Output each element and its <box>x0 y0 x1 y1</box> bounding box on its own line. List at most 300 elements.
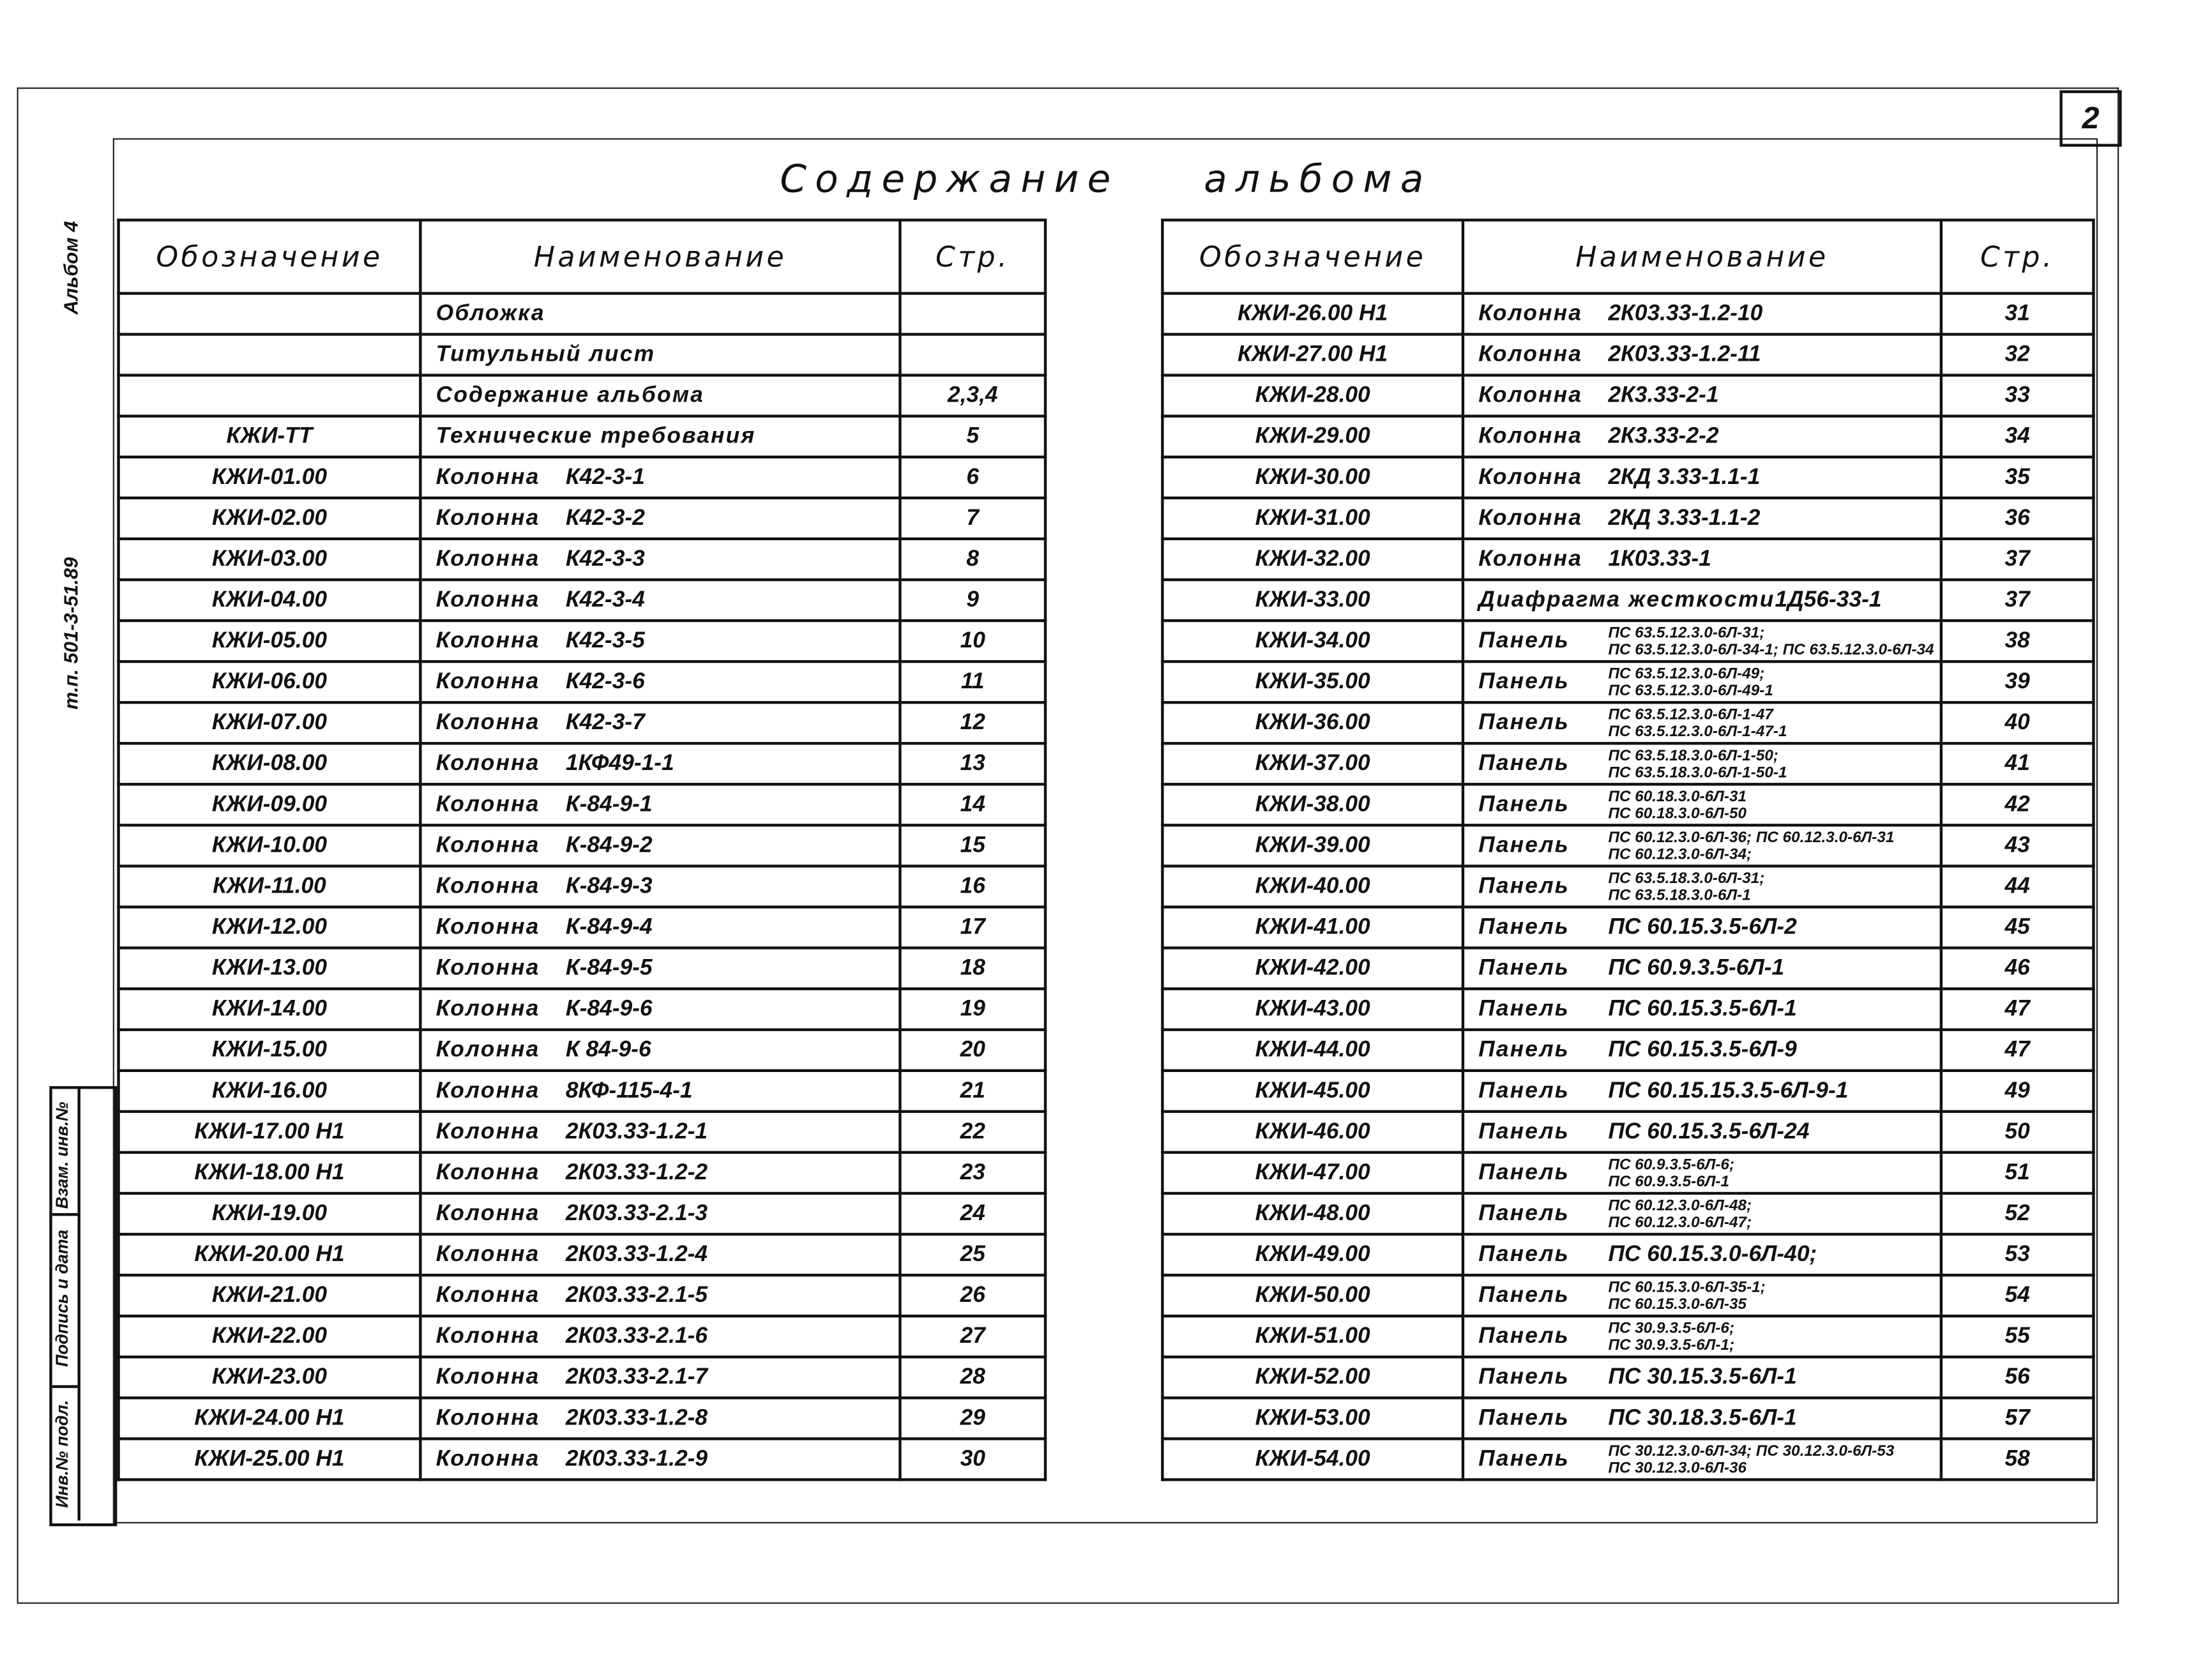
name-cell <box>420 621 900 661</box>
table-row <box>1162 1439 2093 1479</box>
item-kind: Колонна <box>436 751 540 775</box>
item-kind: Панель <box>1478 669 1570 694</box>
item-kind: Колонна <box>1478 301 1583 326</box>
table-row <box>1162 661 2093 702</box>
page-cell: 15 <box>900 825 1045 866</box>
item-kind: Колонна <box>436 914 540 939</box>
table-row <box>119 335 1045 375</box>
page-cell: 14 <box>900 784 1045 825</box>
item-codes <box>1608 1320 1734 1354</box>
contents-table-right <box>1161 218 2095 1481</box>
table-row <box>119 375 1045 416</box>
designation-cell: КЖИ-13.00 <box>119 948 421 989</box>
designation-cell: КЖИ-07.00 <box>119 702 421 743</box>
item-kind: Колонна <box>436 996 540 1021</box>
page-cell: 56 <box>1941 1357 2094 1398</box>
table-row <box>1162 375 2093 416</box>
item-code: ПС 60.12.3.0-6Л-48; <box>1608 1197 1752 1214</box>
page-cell: 22 <box>900 1112 1045 1152</box>
page-cell: 40 <box>1941 702 2094 743</box>
designation-cell: КЖИ-02.00 <box>119 498 421 539</box>
table-row <box>1162 1275 2093 1316</box>
name-cell <box>1463 1193 1941 1234</box>
header-name: Наименование <box>420 220 900 294</box>
item-kind: Колонна <box>436 955 540 980</box>
designation-cell: КЖИ-17.00 Н1 <box>119 1112 421 1152</box>
name-cell <box>1463 498 1941 539</box>
page-cell: 8 <box>900 539 1045 580</box>
designation-cell <box>119 294 421 335</box>
table-row <box>119 948 1045 989</box>
name-cell <box>1463 539 1941 580</box>
item-code: ПС 63.5.18.3.0-6Л-1-50; <box>1608 746 1779 764</box>
item-code: 2К3.33-2-1 <box>1608 382 1719 407</box>
item-code: ПС 60.15.3.5-6Л-24 <box>1608 1119 1810 1144</box>
name-cell <box>1463 948 1941 989</box>
page-cell: 53 <box>1941 1234 2094 1275</box>
item-kind: Панель <box>1478 914 1570 939</box>
item-codes <box>1608 788 1746 822</box>
name-cell <box>1463 1152 1941 1193</box>
item-code: ПС 60.12.3.0-6Л-34; <box>1608 845 1752 863</box>
item-code: 2К03.33-1.2-9 <box>565 1446 708 1471</box>
name-cell <box>420 702 900 743</box>
item-code: 8КФ-115-4-1 <box>565 1078 693 1103</box>
table-row <box>1162 1234 2093 1275</box>
table-row <box>1162 1030 2093 1071</box>
designation-cell: КЖИ-28.00 <box>1162 375 1463 416</box>
page-cell: 33 <box>1941 375 2094 416</box>
designation-cell: КЖИ-09.00 <box>119 784 421 825</box>
name-cell <box>420 743 900 784</box>
item-kind: Колонна <box>436 1037 540 1062</box>
item-code: ПС 60.15.15.3.5-6Л-9-1 <box>1608 1078 1849 1103</box>
item-kind: Колонна <box>436 1119 540 1144</box>
designation-cell: КЖИ-52.00 <box>1162 1357 1463 1398</box>
item-code: К42-3-7 <box>565 710 645 734</box>
header-row <box>1162 220 2093 294</box>
item-kind: Колонна <box>436 1324 540 1348</box>
item-code: ПС 60.15.3.5-6Л-1 <box>1608 996 1797 1021</box>
designation-cell: КЖИ-37.00 <box>1162 743 1463 784</box>
item-codes <box>1608 747 1787 781</box>
designation-cell: КЖИ-43.00 <box>1162 989 1463 1030</box>
page-cell: 26 <box>900 1275 1045 1316</box>
name-cell <box>420 1071 900 1112</box>
item-code: ПС 60.12.3.0-6Л-36; ПС 60.12.3.0-6Л-31 <box>1608 828 1895 846</box>
item-codes <box>1608 624 1934 658</box>
item-kind: Колонна <box>436 873 540 898</box>
designation-cell: КЖИ-32.00 <box>1162 539 1463 580</box>
page-cell: 47 <box>1941 1030 2094 1071</box>
page-cell: 57 <box>1941 1398 2094 1439</box>
designation-cell: КЖИ-35.00 <box>1162 661 1463 702</box>
item-kind: Панель <box>1478 710 1570 735</box>
item-code: К-84-9-3 <box>565 873 653 898</box>
designation-cell: КЖИ-40.00 <box>1162 866 1463 907</box>
item-codes <box>1608 1156 1734 1190</box>
item-kind: Панель <box>1478 1324 1570 1348</box>
name-cell <box>1463 989 1941 1030</box>
table-row <box>119 457 1045 498</box>
item-code: К-84-9-6 <box>565 996 653 1021</box>
contents-table-left <box>117 218 1047 1481</box>
designation-cell: КЖИ-05.00 <box>119 621 421 661</box>
designation-cell: КЖИ-18.00 Н1 <box>119 1152 421 1193</box>
designation-cell <box>119 375 421 416</box>
page-cell <box>900 294 1045 335</box>
item-kind: Колонна <box>436 1405 540 1430</box>
designation-cell: КЖИ-36.00 <box>1162 702 1463 743</box>
table-row <box>1162 989 2093 1030</box>
name-cell <box>420 1030 900 1071</box>
item-kind: Панель <box>1478 628 1570 653</box>
item-kind: Панель <box>1478 1037 1570 1062</box>
item-code: 2К03.33-1.2-8 <box>565 1405 708 1430</box>
item-kind: Колонна <box>436 792 540 817</box>
name-cell <box>420 1357 900 1398</box>
item-kind: Панель <box>1478 1283 1570 1308</box>
item-code: К42-3-6 <box>565 669 645 693</box>
name-cell <box>420 661 900 702</box>
page-cell: 29 <box>900 1398 1045 1439</box>
table-row <box>119 1439 1045 1479</box>
designation-cell: КЖИ-21.00 <box>119 1275 421 1316</box>
name-cell <box>420 335 900 375</box>
name-cell <box>420 1112 900 1152</box>
page-cell: 31 <box>1941 294 2094 335</box>
table-row <box>1162 948 2093 989</box>
table-row <box>1162 621 2093 661</box>
name-cell <box>420 825 900 866</box>
table-row <box>119 621 1045 661</box>
designation-cell: КЖИ-39.00 <box>1162 825 1463 866</box>
designation-cell: КЖИ-34.00 <box>1162 621 1463 661</box>
item-code: 2К03.33-1.2-10 <box>1608 301 1763 326</box>
name-cell <box>1463 1234 1941 1275</box>
table-row <box>119 1398 1045 1439</box>
item-kind: Колонна <box>436 628 540 653</box>
table-row <box>1162 1193 2093 1234</box>
item-code: ПС 30.9.3.5-6Л-6; <box>1608 1319 1735 1337</box>
item-kind: Колонна <box>436 1201 540 1225</box>
item-kind: Колонна <box>436 1283 540 1307</box>
designation-cell: КЖИ-03.00 <box>119 539 421 580</box>
item-kind: Колонна <box>436 464 540 489</box>
designation-cell: КЖИ-53.00 <box>1162 1398 1463 1439</box>
page-cell: 27 <box>900 1316 1045 1357</box>
designation-cell: КЖИ-26.00 Н1 <box>1162 294 1463 335</box>
designation-cell: КЖИ-47.00 <box>1162 1152 1463 1193</box>
item-code: 1К03.33-1 <box>1608 547 1711 571</box>
table-row <box>119 580 1045 621</box>
item-kind: Панель <box>1478 1119 1570 1144</box>
page-cell: 37 <box>1941 580 2094 621</box>
page-cell: 13 <box>900 743 1045 784</box>
designation-cell: КЖИ-12.00 <box>119 907 421 948</box>
table-row <box>1162 1071 2093 1112</box>
header-name: Наименование <box>1463 220 1941 294</box>
table-row <box>119 294 1045 335</box>
page-cell: 20 <box>900 1030 1045 1071</box>
item-code: К42-3-1 <box>565 464 645 489</box>
name-cell <box>420 498 900 539</box>
item-kind: Панель <box>1478 1160 1570 1185</box>
table-row <box>119 989 1045 1030</box>
page-cell: 24 <box>900 1193 1045 1234</box>
designation-cell: КЖИ-51.00 <box>1162 1316 1463 1357</box>
header-page: Стр. <box>900 220 1045 294</box>
item-code: ПС 60.12.3.0-6Л-47; <box>1608 1214 1752 1231</box>
designation-cell: КЖИ-20.00 Н1 <box>119 1234 421 1275</box>
item-code: 2КД 3.33-1.1-1 <box>1608 464 1761 489</box>
name-cell <box>1463 825 1941 866</box>
item-kind: Панель <box>1478 1405 1570 1430</box>
table-row <box>119 1275 1045 1316</box>
item-kind: Колонна <box>1478 342 1583 366</box>
item-kind: Панель <box>1478 1242 1570 1266</box>
item-code: ПС 30.12.3.0-6Л-34; ПС 30.12.3.0-6Л-53 <box>1608 1442 1895 1460</box>
page-cell: 25 <box>900 1234 1045 1275</box>
item-kind: Колонна <box>436 505 540 530</box>
item-code: ПС 60.15.3.5-6Л-9 <box>1608 1037 1797 1062</box>
stamp-replace-inv: Взам. инв.№ <box>52 1101 72 1209</box>
item-kind: Колонна <box>436 1242 540 1266</box>
item-code: ПС 30.15.3.5-6Л-1 <box>1608 1364 1797 1389</box>
item-code: ПС 30.18.3.5-6Л-1 <box>1608 1405 1797 1430</box>
item-code: 2К03.33-1.2-1 <box>565 1119 708 1144</box>
item-code: ПС 63.5.12.3.0-6Л-49-1 <box>1608 682 1773 699</box>
table-row <box>1162 866 2093 907</box>
designation-cell <box>119 335 421 375</box>
table-row <box>1162 457 2093 498</box>
item-kind: Колонна <box>436 1160 540 1184</box>
item-code: ПС 30.12.3.0-6Л-36 <box>1608 1459 1747 1476</box>
designation-cell: КЖИ-23.00 <box>119 1357 421 1398</box>
item-codes <box>1608 1197 1752 1231</box>
name-cell <box>1463 375 1941 416</box>
item-kind: Панель <box>1478 751 1570 776</box>
page-cell: 52 <box>1941 1193 2094 1234</box>
item-code: ПС 60.15.3.0-6Л-35-1; <box>1608 1278 1766 1296</box>
item-kind: Колонна <box>1478 423 1583 448</box>
table-row <box>119 907 1045 948</box>
table-row <box>119 866 1045 907</box>
item-kind: Панель <box>1478 1364 1570 1389</box>
page-cell: 18 <box>900 948 1045 989</box>
item-code: ПС 60.15.3.0-6Л-35 <box>1608 1296 1747 1313</box>
name-cell <box>1463 907 1941 948</box>
name-cell <box>1463 416 1941 457</box>
title-word-1: Содержание <box>780 158 1119 202</box>
table-row <box>1162 1316 2093 1357</box>
page-cell: 7 <box>900 498 1045 539</box>
item-kind: Колонна <box>436 710 540 734</box>
name-cell <box>420 1193 900 1234</box>
page-cell: 19 <box>900 989 1045 1030</box>
name-cell <box>420 1316 900 1357</box>
name-cell <box>1463 661 1941 702</box>
page-cell <box>900 335 1045 375</box>
designation-cell: КЖИ-27.00 Н1 <box>1162 335 1463 375</box>
stamp-sign-date: Подпись и дата <box>52 1229 72 1367</box>
page-cell: 16 <box>900 866 1045 907</box>
page-title <box>117 141 2095 219</box>
name-cell <box>420 989 900 1030</box>
stamp-inv-orig: Инв.№ подл. <box>52 1400 72 1508</box>
name-cell <box>420 948 900 989</box>
table-row <box>1162 907 2093 948</box>
table-row <box>1162 1112 2093 1152</box>
name-cell <box>420 1275 900 1316</box>
table-row <box>119 743 1045 784</box>
title-word-2: альбома <box>1204 158 1432 202</box>
page-cell: 11 <box>900 661 1045 702</box>
item-code: 2К03.33-2.1-6 <box>565 1324 708 1348</box>
item-codes <box>1608 706 1787 740</box>
item-kind: Содержание альбома <box>436 382 705 407</box>
table-row <box>119 1193 1045 1234</box>
page-cell: 46 <box>1941 948 2094 989</box>
designation-cell: КЖИ-44.00 <box>1162 1030 1463 1071</box>
page-cell: 35 <box>1941 457 2094 498</box>
table-row <box>119 661 1045 702</box>
page-cell: 41 <box>1941 743 2094 784</box>
table-row <box>1162 702 2093 743</box>
item-kind: Колонна <box>1478 464 1583 489</box>
item-code: 2К03.33-1.2-2 <box>565 1160 708 1184</box>
item-kind: Колонна <box>436 1364 540 1389</box>
name-cell <box>420 1234 900 1275</box>
table-row <box>119 1071 1045 1112</box>
item-kind: Панель <box>1478 792 1570 817</box>
item-kind: Панель <box>1478 1447 1570 1471</box>
table-row <box>1162 539 2093 580</box>
item-kind: Колонна <box>436 669 540 693</box>
item-code: ПС 63.5.12.3.0-6Л-1-47 <box>1608 706 1773 723</box>
name-cell <box>420 784 900 825</box>
item-code: 2К3.33-2-2 <box>1608 423 1719 448</box>
name-cell <box>1463 1439 1941 1479</box>
table-row <box>1162 335 2093 375</box>
item-kind: Колонна <box>436 587 540 612</box>
item-code: К42-3-4 <box>565 587 645 612</box>
name-cell <box>420 580 900 621</box>
name-cell <box>1463 1071 1941 1112</box>
item-kind: Технические требования <box>436 423 756 448</box>
designation-cell: КЖИ-04.00 <box>119 580 421 621</box>
page-cell: 30 <box>900 1439 1045 1479</box>
page-cell: 28 <box>900 1357 1045 1398</box>
item-code: ПС 60.18.3.0-6Л-50 <box>1608 805 1747 822</box>
item-code: К42-3-5 <box>565 628 645 653</box>
name-cell <box>420 416 900 457</box>
page-cell: 23 <box>900 1152 1045 1193</box>
item-code: 2К03.33-2.1-5 <box>565 1283 708 1307</box>
name-cell <box>1463 1112 1941 1152</box>
item-code: 2К03.33-1.2-4 <box>565 1242 708 1266</box>
designation-cell: КЖИ-14.00 <box>119 989 421 1030</box>
item-code: 1Д56-33-1 <box>1775 587 1882 612</box>
item-kind: Колонна <box>436 1446 540 1471</box>
item-code: ПС 63.5.12.3.0-6Л-31; <box>1608 624 1765 642</box>
designation-cell: КЖИ-30.00 <box>1162 457 1463 498</box>
name-cell <box>420 866 900 907</box>
header-designation: Обозначение <box>119 220 421 294</box>
item-kind: Колонна <box>1478 547 1583 571</box>
page-number: 2 <box>2059 90 2121 146</box>
item-kind: Обложка <box>436 301 545 326</box>
name-cell <box>420 1152 900 1193</box>
designation-cell: КЖИ-41.00 <box>1162 907 1463 948</box>
table-row <box>1162 1398 2093 1439</box>
name-cell <box>420 907 900 948</box>
name-cell <box>420 539 900 580</box>
page-cell: 54 <box>1941 1275 2094 1316</box>
page-cell: 47 <box>1941 989 2094 1030</box>
designation-cell: КЖИ-01.00 <box>119 457 421 498</box>
item-codes <box>1608 1442 1894 1476</box>
item-codes <box>1608 665 1773 699</box>
item-kind: Панель <box>1478 833 1570 857</box>
page-cell: 39 <box>1941 661 2094 702</box>
header-row <box>119 220 1045 294</box>
designation-cell: КЖИ-16.00 <box>119 1071 421 1112</box>
designation-cell: КЖИ-31.00 <box>1162 498 1463 539</box>
item-code: К-84-9-1 <box>565 792 653 817</box>
designation-cell: КЖИ-24.00 Н1 <box>119 1398 421 1439</box>
page-cell: 10 <box>900 621 1045 661</box>
table-row <box>1162 743 2093 784</box>
item-code: К42-3-2 <box>565 505 645 530</box>
designation-cell: КЖИ-38.00 <box>1162 784 1463 825</box>
name-cell <box>1463 702 1941 743</box>
item-code: 2К03.33-2.1-3 <box>565 1201 708 1225</box>
designation-cell: КЖИ-19.00 <box>119 1193 421 1234</box>
item-codes <box>1608 829 1894 863</box>
table-row <box>1162 825 2093 866</box>
item-kind: Панель <box>1478 996 1570 1021</box>
table-row <box>119 784 1045 825</box>
item-code: ПС 60.15.3.0-6Л-40; <box>1608 1242 1817 1266</box>
item-code: ПС 63.5.18.3.0-6Л-31; <box>1608 869 1765 887</box>
table-row <box>119 1316 1045 1357</box>
item-kind: Колонна <box>436 1078 540 1103</box>
page-cell: 42 <box>1941 784 2094 825</box>
page-cell: 43 <box>1941 825 2094 866</box>
designation-cell: КЖИ-08.00 <box>119 743 421 784</box>
table-row <box>119 1234 1045 1275</box>
item-kind: Колонна <box>1478 382 1583 407</box>
name-cell <box>1463 580 1941 621</box>
page-cell: 51 <box>1941 1152 2094 1193</box>
page-cell: 50 <box>1941 1112 2094 1152</box>
designation-cell: КЖИ-ТТ <box>119 416 421 457</box>
designation-cell: КЖИ-15.00 <box>119 1030 421 1071</box>
designation-cell: КЖИ-46.00 <box>1162 1112 1463 1152</box>
name-cell <box>420 375 900 416</box>
name-cell <box>420 457 900 498</box>
page-cell: 6 <box>900 457 1045 498</box>
item-code: ПС 60.9.3.5-6Л-1 <box>1608 955 1785 980</box>
designation-cell: КЖИ-06.00 <box>119 661 421 702</box>
item-kind: Колонна <box>436 833 540 857</box>
table-row <box>119 1357 1045 1398</box>
table-row <box>1162 416 2093 457</box>
table-row <box>1162 294 2093 335</box>
designation-cell: КЖИ-25.00 Н1 <box>119 1439 421 1479</box>
table-row <box>1162 580 2093 621</box>
